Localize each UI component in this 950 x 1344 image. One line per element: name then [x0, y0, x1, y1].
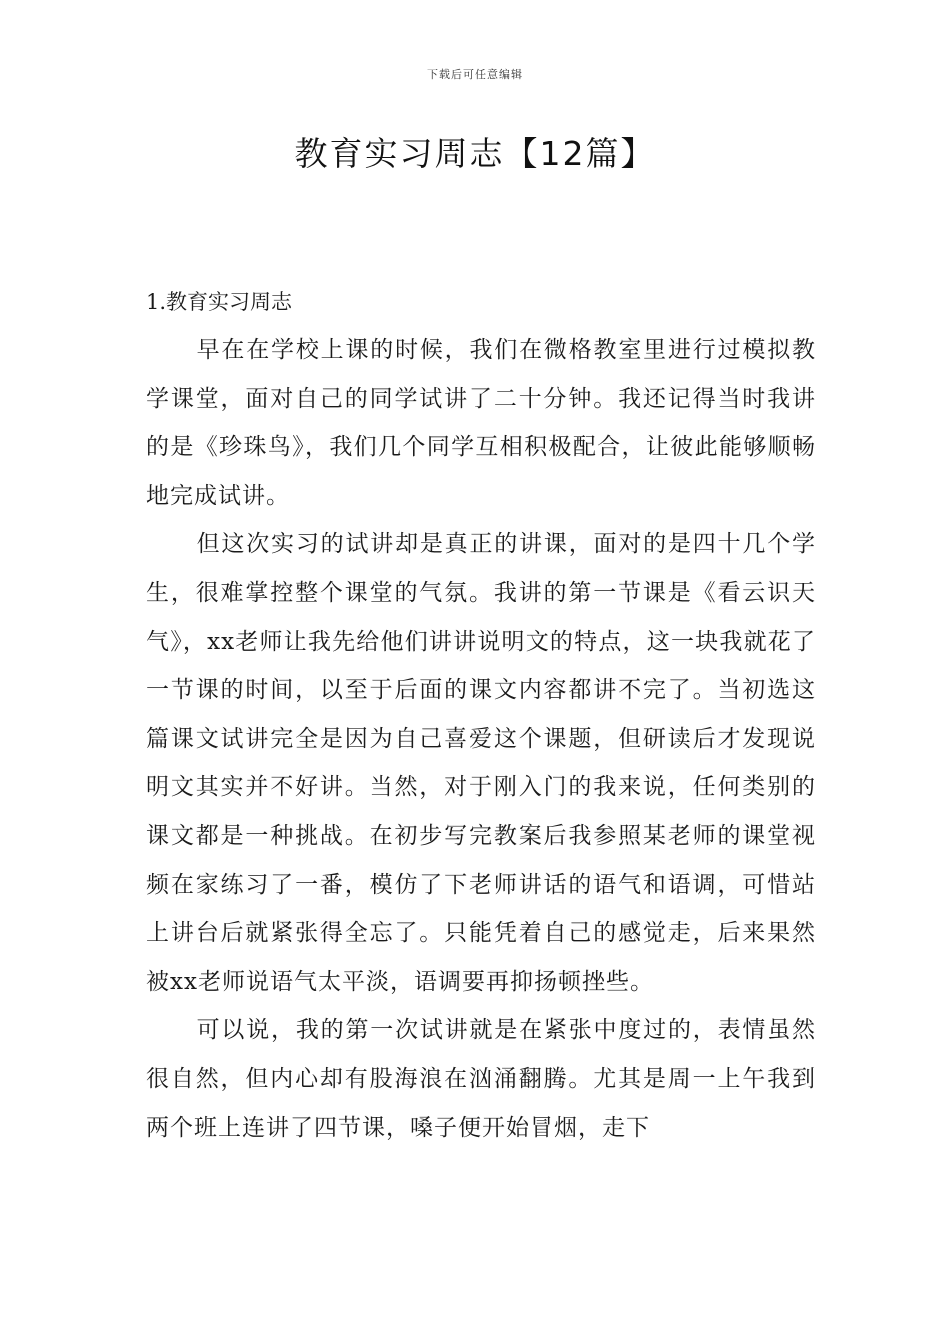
- paragraph: 但这次实习的试讲却是真正的讲课，面对的是四十几个学生，很难掌控整个课堂的气氛。我讲的第一节课是《看云识天气》，xx老师让我先给他们讲讲说明文的特点，这一块我就花了一节课的时间，以至于后面的课文内容都讲不完了。当初选这篇课文试讲完全是因为自己喜爱这个课题，但研读后才发现说明文其实并不好讲。当然，对于刚入门的我来说，任何类别的课文都是一种挑战。在初步写完教案后我参照某老师的课堂视频在家练习了一番，模仿了下老师讲话的语气和语调，可惜站上讲台后就紧张得全忘了。只能凭着自己的感觉走，后来果然被xx老师说语气太平淡，语调要再抑扬顿挫些。: [146, 531, 816, 995]
- document-body: [146, 278, 816, 1152]
- section-heading: 1.教育实习周志: [146, 290, 293, 314]
- paragraph: 可以说，我的第一次试讲就是在紧张中度过的，表情虽然很自然，但内心却有股海浪在汹涌翻腾。尤其是周一上午我到两个班上连讲了四节课，嗓子便开始冒烟，走下: [146, 1017, 816, 1141]
- header-note: 下载后可任意编辑: [427, 68, 523, 81]
- paragraph: 早在在学校上课的时候，我们在微格教室里进行过模拟教学课堂，面对自己的同学试讲了二十分钟。我还记得当时我讲的是《珍珠鸟》，我们几个同学互相积极配合，让彼此能够顺畅地完成试讲。: [146, 337, 816, 509]
- document-title: 教育实习周志【12篇】: [294, 134, 656, 173]
